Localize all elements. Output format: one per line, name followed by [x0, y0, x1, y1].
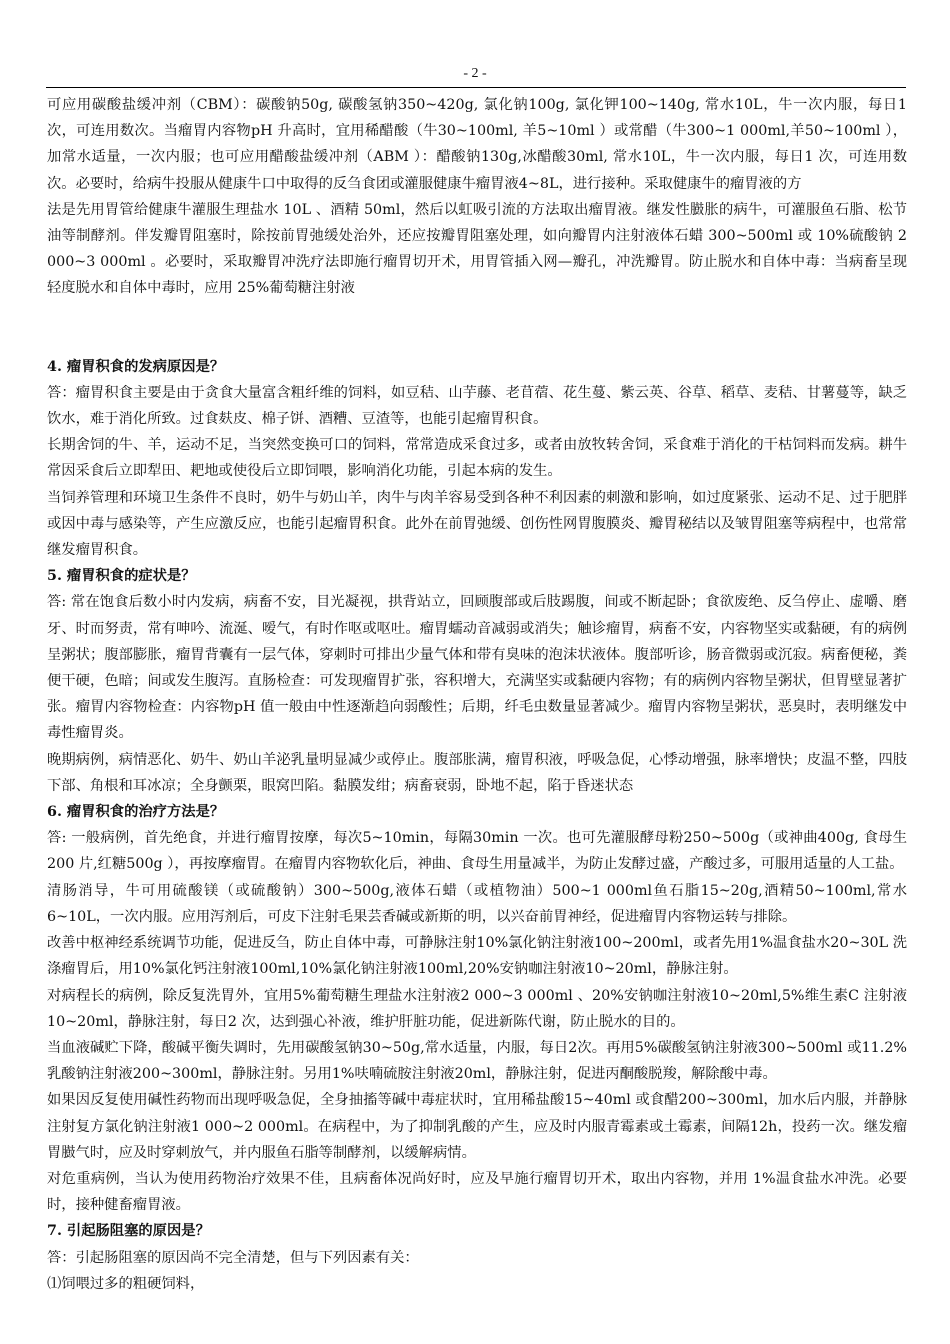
question-heading: 5. 瘤胃积食的症状是？ [47, 568, 196, 585]
paragraph: 对病程长的病例，除反复洗胃外，宜用5%葡萄糖生理盐水注射液2 000~3 000ml 、20%安钠咖注射液10~20ml,5%维生素C 注射液10~20ml，静脉注射，每日2 次，达到强心补液，维护肝脏功能，促进新陈代谢，防止脱水的目的。 [47, 987, 907, 1030]
paragraph: 改善中枢神经系统调节功能，促进反刍，防止自体中毒，可静脉注射10%氯化钠注射液100~200ml，或者先用1%温食盐水20~30L 洗涤瘤胃后，用10%氯化钙注射液100ml,10%氯化钠注射液100ml,20%安钠咖注射液10~20ml，静脉注射。 [47, 935, 907, 978]
paragraph: 法是先用胃管给健康牛灌服生理盐水 10L 、酒精 50ml，然后以虹吸引流的方法取出瘤胃液。继发性臌胀的病牛，可灌服鱼石脂、松节油等制酵剂。伴发瓣胃阻塞时，除按前胃弛缓处治外，还应按瓣胃阻塞处理，如向瓣胃内注射液体石蜡 300~500ml 或 10%硫酸钠 2 000~3 000ml 。必要时，采取瓣胃冲洗疗法即施行瘤胃切开术，用胃管插入网—瓣孔，冲洗瓣胃。防止脱水和自体中毒：当病畜呈现轻度脱水和自体中毒时，应用 25%葡萄糖注射液 [47, 201, 907, 297]
question-heading: 7. 引起肠阻塞的原因是？ [47, 1223, 210, 1240]
paragraph: 答: 一般病例，首先绝食，并进行瘤胃按摩，每次5~10min，每隔30min 一次。也可先灌服酵母粉250~500g（或神曲400g, 食母生200 片,红糖500g ），再按摩瘤胃。在瘤胃内容物软化后，神曲、食母生用量减半，为防止发酵过盛，产酸过多，可服用适量的人工盐。 [47, 830, 907, 873]
paragraph: 对危重病例，当认为使用药物治疗效果不佳，且病畜体况尚好时，应及早施行瘤胃切开术，取出内容物，并用 1%温食盐水冲洗。必要时，接种健畜瘤胃液。 [47, 1170, 907, 1214]
paragraph: 晚期病例，病情恶化、奶牛、奶山羊泌乳量明显减少或停止。腹部胀满，瘤胃积液，呼吸急促，心悸动增强，脉率增快；皮温不整，四肢下部、角根和耳冰凉；全身颤栗，眼窝凹陷。黏膜发绀；病畜衰弱，卧地不起，陷于昏迷状态 [47, 751, 907, 794]
header-rule [46, 87, 906, 88]
paragraph: 可应用碳酸盐缓冲剂（CBM）：碳酸钠50g, 碳酸氢钠350~420g, 氯化钠100g, 氯化钾100~140g, 常水10L，牛一次内服，每日1 次，可连用数次。当瘤胃内容物pH 升高时，宜用稀醋酸（牛30~100ml, 羊5~10ml ）或常醋（牛300~1 000ml,羊50~100ml ），加常水适量，一次内服；也可应用醋酸盐缓冲剂（ABM ）：醋酸钠130g,冰醋酸30ml, 常水10L，牛一次内服，每日1 次，可连用数次。必要时，给病牛投服从健康牛口中取得的反刍食团或灌服健康牛瘤胃液4~8L，进行接种。采取健康牛的瘤胃液的方 [47, 97, 907, 192]
paragraph: 当血液碱贮下降，酸碱平衡失调时，先用碳酸氢钠30~50g,常水适量，内服，每日2次。再用5%碳酸氢钠注射液300~500ml 或11.2%乳酸钠注射液200~300ml，静脉注射。另用1%呋喃硫胺注射液20ml，静脉注射，促进丙酮酸脱羧，解除酸中毒。 [47, 1039, 907, 1083]
paragraph: 如果因反复使用碱性药物而出现呼吸急促，全身抽搐等碱中毒症状时，宜用稀盐酸15~40ml 或食醋200~300ml，加水后内服，并静脉注射复方氯化钠注射液1 000~2 000ml。在病程中，为了抑制乳酸的产生，应及时内服青霉素或土霉素，间隔12h，投药一次。继发瘤胃臌气时，应及时穿刺放气，并内服鱼石脂等制酵剂，以缓解病情。 [47, 1092, 907, 1161]
question-heading: 6. 瘤胃积食的治疗方法是？ [47, 804, 225, 821]
paragraph: 当饲养管理和环境卫生条件不良时，奶牛与奶山羊，肉牛与肉羊容易受到各种不利因素的刺激和影响，如过度紧张、运动不足、过于肥胖或因中毒与感染等，产生应激反应，也能引起瘤胃积食。此外在前胃弛缓、创伤性网胃腹膜炎、瓣胃秘结以及皱胃阻塞等病程中，也常常继发瘤胃积食。 [47, 489, 907, 559]
section-gap [47, 302, 907, 354]
paragraph: 清肠消导，牛可用硫酸镁（或硫酸钠）300~500g,液体石蜡（或植物油）500~1 000ml鱼石脂15~20g,酒精50~100ml,常水6~10L，一次内服。应用泻剂后，可皮下注射毛果芸香碱或新斯的明，以兴奋前胃神经，促进瘤胃内容物运转与排除。 [47, 882, 907, 925]
page-number: - 2 - [463, 66, 487, 81]
paragraph: 答：引起肠阻塞的原因尚不完全清楚，但与下列因素有关： [47, 1249, 419, 1266]
paragraph: 答: 常在饱食后数小时内发病，病畜不安，目光凝视，拱背站立，回顾腹部或后肢踢腹，间或不断起卧；食欲废绝、反刍停止、虚嚼、磨牙、时而努责，常有呻吟、流涎、嗳气，有时作呕或呕吐。瘤胃蠕动音减弱或消失；触诊瘤胃，病畜不安，内容物坚实或黏硬，有的病例呈粥状；腹部膨胀，瘤胃背囊有一层气体，穿刺时可排出少量气体和带有臭味的泡沫状液体。腹部听诊，肠音微弱或沉寂。病畜便秘，粪便干硬，色暗；间或发生腹泻。直肠检查：可发现瘤胃扩张，容积增大，充满坚实或黏硬内容物；有的病例内容物呈粥状，但胃壁显著扩张。瘤胃内容物检查：内容物pH 值一般由中性逐渐趋向弱酸性；后期，纤毛虫数量显著减少。瘤胃内容物呈粥状，恶臭时，表明继发中毒性瘤胃炎。 [47, 594, 907, 742]
paragraph: 长期舍饲的牛、羊，运动不足，当突然变换可口的饲料，常常造成采食过多，或者由放牧转舍饲，采食难于消化的干枯饲料而发病。耕牛常因采食后立即犁田、耙地或使役后立即饲喂，影响消化功能，引起本病的发生。 [47, 437, 907, 480]
paragraph: 答：瘤胃积食主要是由于贪食大量富含粗纤维的饲料，如豆秸、山芋藤、老苜蓿、花生蔓、紫云英、谷草、稻草、麦秸、甘薯蔓等，缺乏饮水，难于消化所致。过食麸皮、棉子饼、酒糟、豆渣等，也能引起瘤胃积食。 [47, 384, 907, 428]
paragraph: ⑴饲喂过多的粗硬饲料， [47, 1275, 205, 1292]
question-heading: 4. 瘤胃积食的发病原因是？ [47, 358, 225, 375]
document-body [47, 92, 907, 1297]
